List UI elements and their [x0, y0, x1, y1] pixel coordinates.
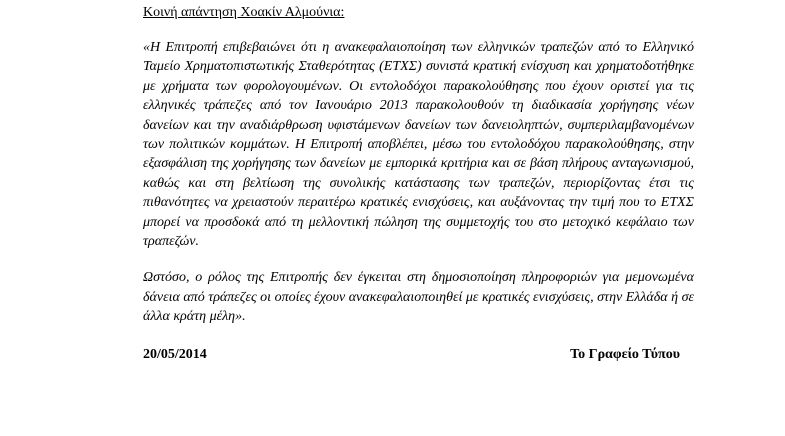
document-date: 20/05/2014 — [143, 346, 207, 362]
answer-heading: Κοινή απάντηση Χοακίν Αλμούνια: — [143, 5, 345, 20]
document-footer — [143, 346, 694, 363]
answer-paragraph-2: Ωστόσο, ο ρόλος της Επιτροπής δεν έγκειται στη δημοσιοποίηση πληροφοριών για μεμονωμένα δάνεια από τράπεζες οι οποίες έχουν ανακεφαλαιοποιηθεί με κρατικές ενισχύσεις, στην Ελλάδα ή σε άλλα κράτη μέλη». — [143, 270, 694, 325]
answer-paragraph-1: «Η Επιτροπή επιβεβαιώνει ότι η ανακεφαλαιοποίηση των ελληνικών τραπεζών από το Ελληνικό Ταμείο Χρηματοπιστωτικής Σταθερότητας (ΕΤΧΣ) συνιστά κρατική ενίσχυση και χρηματοδοτήθηκε με χρήματα των φορολογουμένων. Οι εντολοδόχοι παρακολούθησης που έχουν οριστεί για τις ελληνικές τράπεζες από τον Ιανουάριο 2013 παρακολουθούν τη διαδικασία χορήγησης νέων δανείων και την αναδιάρθρωση υφιστάμενων δανείων των δανειοληπτών, συμπεριλαμβανομένων των πολιτικών κομμάτων. Η Επιτροπή αποβλέπει, μέσω του εντολοδόχου παρακολούθησης, στην εξασφάλιση της χορήγησης των δανείων με εμπορικά κριτήρια και σε βάση πλήρους ανταγωνισμού, καθώς και στη βελτίωση της συνολικής κατάστασης των τραπεζών, περιορίζοντας έτσι τις πιθανότητες να χρειαστούν περαιτέρω κρατικές ενισχύσεις, και αυξάνοντας την τιμή που το ΕΤΧΣ μπορεί να προσδοκά από τη μελλοντική πώληση της συμμετοχής του στο μετοχικό κεφάλαιο των τραπεζών. — [143, 40, 694, 250]
press-office-signature: Το Γραφείο Τύπου — [570, 346, 680, 362]
document — [143, 4, 694, 363]
